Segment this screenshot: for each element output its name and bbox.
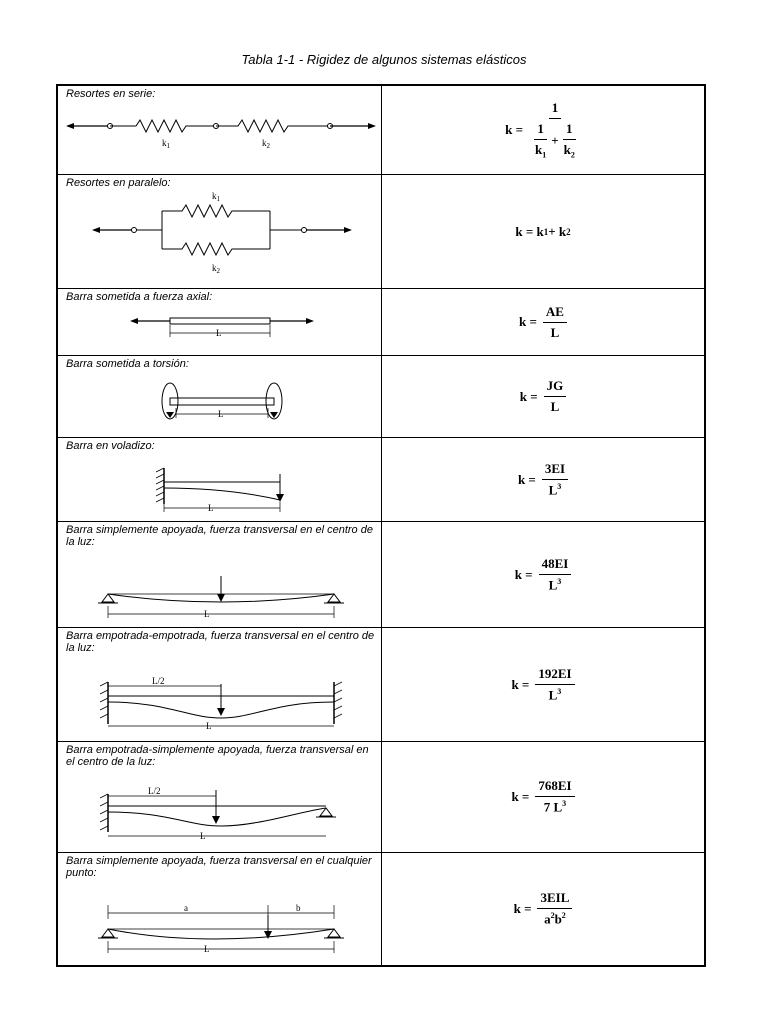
half-length-label: L/2 bbox=[152, 676, 165, 686]
spring-k2-label: $k_2$ bbox=[212, 263, 220, 275]
row-label: Resortes en serie: bbox=[66, 88, 156, 100]
simply-supported-center-diagram bbox=[58, 522, 382, 628]
row-label: Barra en voladizo: bbox=[66, 440, 155, 452]
formula-cell bbox=[382, 175, 704, 288]
table-row-fixed-fixed bbox=[58, 628, 704, 742]
length-label: L bbox=[204, 609, 210, 619]
parallel-springs-diagram bbox=[58, 175, 382, 289]
figure-cell bbox=[58, 175, 382, 288]
fixed-fixed-diagram bbox=[58, 628, 382, 742]
formula-cell bbox=[382, 356, 704, 437]
row-label: Barra empotrada-simplemente apoyada, fuerza transversal en el centro de la luz: bbox=[66, 744, 369, 768]
fixed-simply-supported-diagram bbox=[58, 742, 382, 853]
figure-cell bbox=[58, 289, 382, 355]
figure-cell bbox=[58, 853, 382, 965]
stiffness-formula: k = 1 $\frac{1}{k_1}$ + $\frac{1}{k_2}$ bbox=[505, 100, 575, 160]
stiffness-formula: k = $\frac{AE}{L}$ bbox=[382, 289, 704, 355]
row-label: Barra simplemente apoyada, fuerza transversal en el centro de la luz: bbox=[66, 524, 373, 548]
row-label: Barra sometida a torsión: bbox=[66, 358, 189, 370]
table-row-parallel-springs bbox=[58, 175, 704, 289]
figure-cell bbox=[58, 86, 382, 174]
table-title: Tabla 1-1 - Rigidez de algunos sistemas elásticos bbox=[241, 52, 527, 67]
cantilever-diagram bbox=[58, 438, 382, 522]
table-row-series-springs bbox=[58, 86, 704, 175]
figure-cell bbox=[58, 356, 382, 437]
figure-cell bbox=[58, 522, 382, 627]
simply-supported-any-point-diagram bbox=[58, 853, 382, 965]
figure-cell bbox=[58, 438, 382, 521]
spring-k1-label: $k_1$ bbox=[212, 191, 220, 203]
length-label: L bbox=[216, 328, 222, 338]
formula-cell bbox=[382, 853, 704, 965]
distance-a-label: a bbox=[184, 903, 188, 913]
formula-cell bbox=[382, 628, 704, 741]
stiffness-formula: k = $\frac{192EI}{L^3}$ bbox=[382, 628, 704, 741]
row-label: Resortes en paralelo: bbox=[66, 177, 171, 189]
torsion-bar-diagram bbox=[58, 356, 382, 438]
table-row-axial-bar bbox=[58, 289, 704, 356]
table-row-fixed-simply-supported bbox=[58, 742, 704, 853]
stiffness-formula: k = $\frac{768EI}{7 L^3}$ bbox=[382, 742, 704, 852]
length-label: L bbox=[208, 503, 214, 513]
distance-b-label: b bbox=[296, 903, 301, 913]
row-label: Barra sometida a fuerza axial: bbox=[66, 291, 213, 303]
half-length-label: L/2 bbox=[148, 786, 161, 796]
spring-k2-label: $k_2$ bbox=[262, 138, 270, 150]
axial-bar-diagram bbox=[58, 289, 382, 356]
length-label: L bbox=[204, 944, 210, 954]
stiffness-formula: k = $\frac{3EI}{L^3}$ bbox=[382, 438, 704, 521]
formula-cell bbox=[382, 289, 704, 355]
spring-k1-label: $k_1$ bbox=[162, 138, 170, 150]
length-label: L bbox=[206, 721, 212, 731]
stiffness-formula: k = k 1 + k 2 bbox=[515, 223, 571, 239]
stiffness-formula: k = $\frac{JG}{L}$ bbox=[382, 356, 704, 437]
table-row-simply-supported-any-point bbox=[58, 853, 704, 965]
table-row-torsion-bar bbox=[58, 356, 704, 438]
formula-cell bbox=[382, 742, 704, 852]
formula-cell bbox=[382, 438, 704, 521]
formula-cell bbox=[382, 86, 704, 174]
length-label: L bbox=[200, 831, 206, 841]
row-label: Barra empotrada-empotrada, fuerza transversal en el centro de la luz: bbox=[66, 630, 375, 654]
length-label: L bbox=[218, 409, 224, 419]
formula-cell bbox=[382, 522, 704, 627]
table-row-simply-supported-center bbox=[58, 522, 704, 628]
figure-cell bbox=[58, 628, 382, 741]
stiffness-formula: k = $\frac{\text{3EIL}}{a^2b^2}$ bbox=[382, 853, 704, 965]
figure-cell bbox=[58, 742, 382, 852]
row-label: Barra simplemente apoyada, fuerza transversal en el cualquier punto: bbox=[66, 855, 372, 879]
series-springs-diagram bbox=[58, 86, 382, 175]
stiffness-formula: k = $\frac{48EI}{L^3}$ bbox=[382, 522, 704, 627]
table-row-cantilever bbox=[58, 438, 704, 522]
stiffness-table bbox=[56, 84, 706, 967]
